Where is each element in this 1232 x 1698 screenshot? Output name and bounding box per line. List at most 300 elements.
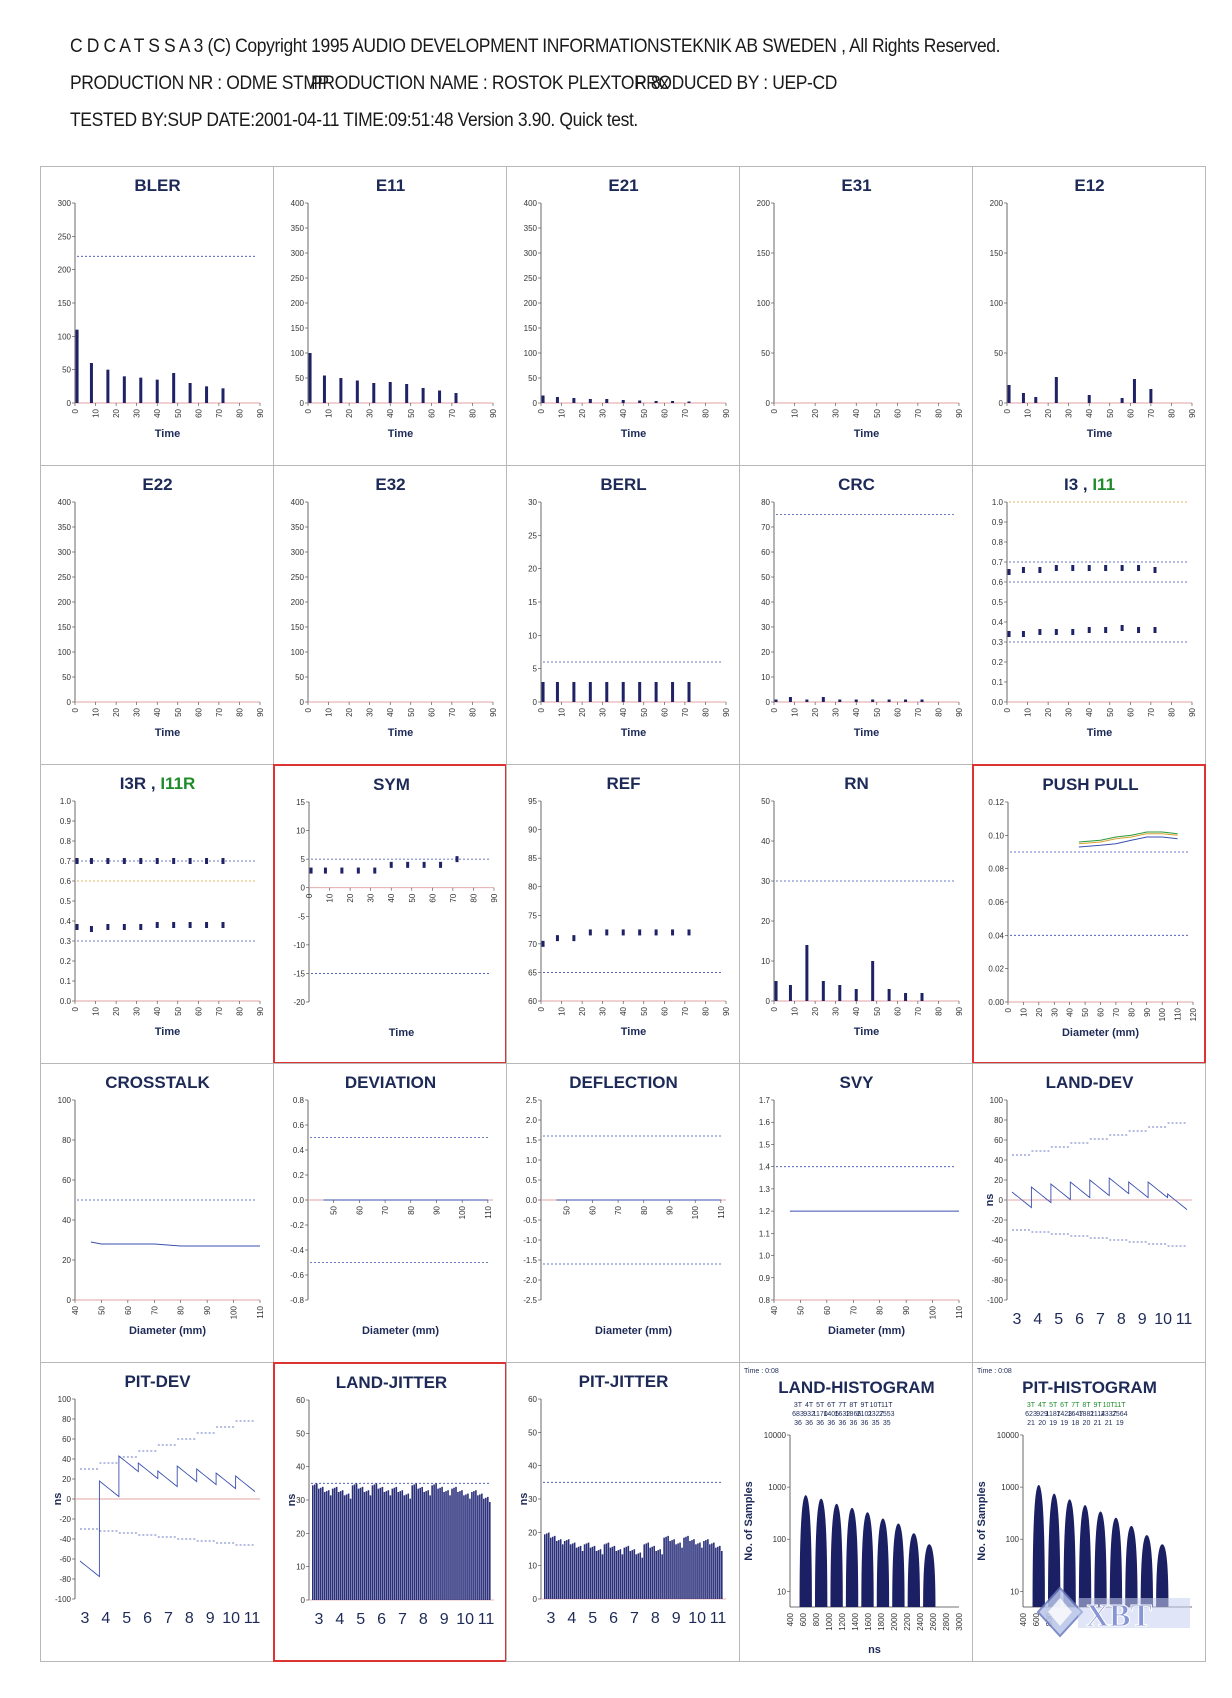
- x-tick-label: 10: [1154, 1311, 1173, 1328]
- x-axis-label: ns: [868, 1644, 881, 1656]
- bar: [489, 1502, 491, 1600]
- x-tick-label: 4: [1033, 1311, 1043, 1328]
- bar: [622, 682, 625, 702]
- chart-landjitter: [273, 1362, 507, 1662]
- x-tick-label: 70: [680, 708, 690, 717]
- t-value2: 20: [1038, 1420, 1046, 1427]
- x-tick-label: 110: [1173, 1008, 1183, 1021]
- y-tick-label: 200: [290, 598, 304, 607]
- x-tick-label: 90: [665, 1206, 675, 1215]
- x-tick-label: 90: [955, 1007, 964, 1016]
- bar: [376, 1484, 378, 1600]
- x-tick-label: 60: [1096, 1008, 1106, 1017]
- bar: [421, 1487, 423, 1600]
- bar: [374, 1484, 376, 1600]
- y-tick-label: 0.6: [59, 877, 71, 886]
- bar: [483, 1499, 485, 1600]
- chart-title: CROSSTALK: [105, 1073, 210, 1092]
- y-tick-label: 50: [62, 673, 71, 682]
- x-tick-label: 30: [598, 1007, 608, 1016]
- x-tick-label: 3000: [955, 1613, 964, 1631]
- x-tick-label: 70: [1111, 1008, 1121, 1017]
- y-tick-label: 100: [57, 1096, 71, 1105]
- y-tick-label: 200: [57, 598, 71, 607]
- y-tick-label: 150: [290, 623, 304, 632]
- data-point: [139, 858, 142, 864]
- x-tick-label: 90: [256, 409, 265, 418]
- x-tick-label: 60: [660, 1007, 670, 1016]
- y-tick-label: -2.0: [523, 1276, 537, 1285]
- data-point: [1137, 565, 1140, 571]
- x-tick-label: 10: [557, 1007, 567, 1016]
- x-axis-label: Time: [1086, 727, 1113, 739]
- data-line: [1079, 837, 1178, 847]
- x-tick-label: 40: [852, 708, 862, 717]
- x-tick-label: 60: [893, 1007, 903, 1016]
- x-tick-label: 0: [71, 708, 80, 713]
- x-tick-label: 60: [427, 708, 437, 717]
- data-point: [123, 858, 126, 864]
- x-tick-label: 10: [456, 1611, 475, 1628]
- x-tick-label: 2200: [903, 1613, 912, 1631]
- t-value2: 19: [1060, 1420, 1069, 1427]
- t-label: 3T: [1026, 1402, 1036, 1409]
- bar: [588, 1543, 590, 1599]
- bar: [582, 1551, 584, 1599]
- bar: [717, 1547, 719, 1599]
- t-value: 1405: [823, 1411, 840, 1418]
- y-tick-label: 1.0: [59, 797, 71, 806]
- y-tick-label: 100: [772, 1535, 786, 1545]
- bar: [398, 1492, 400, 1600]
- x-tick-label: 0: [770, 1007, 779, 1012]
- y-tick-label: -100: [986, 1296, 1003, 1305]
- bar: [775, 700, 778, 703]
- y-tick-label: 10: [777, 1587, 786, 1597]
- bar: [106, 370, 109, 403]
- bar: [655, 1551, 657, 1599]
- x-tick-label: 400: [1019, 1613, 1028, 1627]
- bar: [638, 682, 641, 702]
- y-tick-label: -0.5: [523, 1216, 537, 1225]
- bar: [550, 1538, 552, 1599]
- y-tick-label: 300: [57, 199, 71, 208]
- chart-e31: [739, 166, 973, 466]
- x-tick-label: 9: [1137, 1311, 1147, 1328]
- chart-svg-crosstalk: [41, 1064, 274, 1363]
- x-tick-label: 0: [770, 409, 779, 414]
- y-tick-label: 60: [62, 1435, 71, 1444]
- x-tick-label: 100: [229, 1306, 239, 1320]
- bar: [647, 1543, 649, 1599]
- x-tick-label: 90: [902, 1306, 912, 1315]
- y-tick-label: 0: [532, 399, 537, 408]
- bar: [685, 1537, 687, 1599]
- t-value: 2553: [878, 1411, 895, 1418]
- x-tick-label: 80: [701, 1007, 711, 1016]
- time-label: Time : 0:08: [744, 1368, 779, 1375]
- data-point: [76, 858, 79, 864]
- y-tick-label: 0.9: [59, 817, 71, 826]
- x-tick-label: 11: [477, 1611, 495, 1628]
- chart-title: SVY: [839, 1073, 874, 1092]
- bar: [667, 1536, 669, 1599]
- bar: [336, 1487, 338, 1600]
- x-tick-label: 30: [1064, 409, 1074, 418]
- bar: [362, 1487, 364, 1600]
- y-tick-label: 20: [994, 1176, 1003, 1185]
- bar: [1034, 397, 1037, 403]
- y-tick-label: 20: [761, 648, 770, 657]
- y-tick-label: 40: [62, 1455, 71, 1464]
- bar: [657, 1550, 659, 1599]
- y-tick-label: 100: [1005, 1535, 1019, 1545]
- t-label: 3T: [793, 1402, 803, 1409]
- bar: [630, 1551, 632, 1599]
- y-tick-label: -0.4: [290, 1246, 304, 1255]
- t-value2: 36: [827, 1420, 836, 1427]
- y-tick-label: 70: [528, 939, 537, 949]
- bar: [643, 1544, 645, 1599]
- y-tick-label: 50: [761, 573, 770, 582]
- data-point: [1008, 631, 1011, 637]
- x-tick-label: 5: [122, 1610, 132, 1627]
- x-tick-label: 10: [557, 409, 567, 418]
- x-tick-label: 20: [1044, 708, 1054, 717]
- bar: [422, 388, 425, 403]
- bar: [346, 1494, 348, 1600]
- bar: [222, 388, 225, 403]
- bar: [457, 1492, 459, 1600]
- x-tick-label: 0: [305, 893, 314, 899]
- bar: [635, 1554, 637, 1599]
- y-tick-label: 200: [523, 299, 537, 308]
- x-tick-label: 30: [831, 1007, 841, 1016]
- t-value2: 21: [1093, 1420, 1102, 1427]
- bar: [423, 1492, 425, 1600]
- bar: [189, 383, 192, 403]
- bar: [453, 1488, 455, 1600]
- t-label: 4T: [805, 1402, 814, 1409]
- bar: [384, 1492, 386, 1600]
- data-point: [189, 922, 192, 928]
- y-tick-label: 50: [761, 797, 770, 806]
- bar: [324, 1492, 326, 1600]
- x-axis-label: Diameter (mm): [128, 1325, 207, 1337]
- x-axis-label: Time: [387, 428, 414, 440]
- x-tick-label: 4: [567, 1610, 577, 1627]
- y-tick-label: 60: [296, 1396, 305, 1405]
- x-tick-label: 1800: [877, 1613, 886, 1631]
- data-point: [542, 941, 545, 947]
- y-tick-label: -1.5: [523, 1256, 537, 1265]
- x-tick-label: 70: [214, 708, 224, 717]
- t-label: 10T: [869, 1402, 882, 1409]
- bar: [669, 1541, 671, 1599]
- t-value: 2327: [867, 1411, 884, 1418]
- bar: [542, 396, 545, 404]
- y-tick-label: 75: [528, 911, 537, 921]
- y-tick-label: -2.5: [523, 1296, 537, 1305]
- y-tick-label: 250: [57, 232, 71, 242]
- bar: [1008, 385, 1011, 403]
- bar: [556, 682, 559, 702]
- y-tick-label: 40: [296, 1462, 305, 1472]
- y-tick-label: 150: [290, 324, 304, 333]
- x-tick-label: 8: [184, 1610, 194, 1627]
- x-axis-label: Time: [388, 1027, 415, 1039]
- x-tick-label: 40: [770, 1306, 779, 1315]
- x-tick-label: 50: [639, 409, 649, 418]
- data-line: [80, 1456, 255, 1577]
- y-tick-label: 1000: [1001, 1483, 1019, 1493]
- t-label: 8T: [849, 1402, 858, 1409]
- x-tick-label: 90: [489, 409, 498, 418]
- y-tick-label: 30: [528, 498, 537, 507]
- y-tick-label: 0.0: [991, 698, 1003, 707]
- y-tick-label: -20: [293, 998, 305, 1007]
- x-axis-label: Time: [387, 727, 414, 739]
- chart-title: I3R , I11R: [119, 774, 196, 793]
- bar: [653, 1546, 655, 1599]
- histogram-peak: [815, 1499, 827, 1607]
- x-tick-label: 2600: [929, 1613, 938, 1631]
- t-value: 2114: [1090, 1411, 1106, 1418]
- y-tick-label: 0.9: [991, 518, 1003, 527]
- chart-svg-sym: [275, 766, 508, 1065]
- x-tick-label: 0: [1004, 1008, 1013, 1013]
- y-tick-label: 0.9: [758, 1273, 770, 1283]
- data-point: [456, 856, 459, 862]
- x-axis-label: Diameter (mm): [361, 1325, 440, 1337]
- y-tick-label: 40: [994, 1156, 1003, 1165]
- y-tick-label: 0: [66, 1296, 71, 1305]
- y-tick-label: -15: [293, 969, 305, 979]
- data-point: [222, 858, 225, 864]
- bar: [707, 1539, 709, 1599]
- data-point: [1104, 565, 1107, 571]
- chart-title: LAND-HISTOGRAM: [778, 1378, 935, 1397]
- bar: [326, 1491, 328, 1600]
- chart-landdev: [972, 1063, 1206, 1363]
- bar: [459, 1491, 461, 1600]
- bar: [380, 1488, 382, 1600]
- bar: [467, 1494, 469, 1600]
- bar: [715, 1548, 717, 1599]
- x-tick-label: 20: [345, 409, 355, 418]
- x-tick-label: 3: [80, 1610, 90, 1627]
- data-point: [205, 922, 208, 928]
- bar: [719, 1546, 721, 1599]
- chart-title: REF: [606, 774, 641, 793]
- x-tick-label: 90: [722, 409, 731, 418]
- x-tick-label: 80: [235, 1007, 245, 1016]
- bar: [437, 1489, 439, 1600]
- time-label: Time : 0:08: [977, 1368, 1012, 1375]
- bar: [389, 382, 392, 403]
- x-tick-label: 50: [173, 1007, 183, 1016]
- chart-title: PIT-DEV: [124, 1372, 191, 1391]
- x-tick-label: 800: [812, 1613, 821, 1627]
- y-tick-label: 250: [57, 573, 71, 582]
- t-value2: 18: [1071, 1420, 1080, 1427]
- histogram-peak: [861, 1512, 873, 1607]
- bar: [441, 1487, 443, 1600]
- data-point: [340, 868, 343, 874]
- bar: [455, 1487, 457, 1600]
- y-tick-label: 50: [62, 365, 71, 375]
- x-tick-label: 0: [770, 708, 779, 713]
- bar: [560, 1539, 562, 1599]
- x-tick-label: 10: [790, 708, 800, 717]
- bar: [606, 1543, 608, 1599]
- data-point: [1022, 567, 1025, 573]
- histogram-peak: [830, 1504, 842, 1607]
- bar: [572, 1543, 574, 1599]
- data-point: [671, 929, 674, 935]
- bar: [805, 700, 808, 703]
- x-tick-label: 70: [680, 409, 690, 418]
- chart-title: PUSH PULL: [1042, 775, 1139, 794]
- y-axis-label: ns: [518, 1492, 530, 1506]
- y-tick-label: 60: [761, 548, 770, 557]
- bar: [479, 1494, 481, 1600]
- x-tick-label: 90: [432, 1206, 442, 1215]
- bar: [701, 1548, 703, 1599]
- x-tick-label: 50: [872, 708, 882, 717]
- x-tick-label: 9: [439, 1611, 449, 1628]
- chart-svg-deviation: [274, 1064, 507, 1363]
- x-tick-label: 70: [214, 409, 224, 418]
- x-tick-label: 9: [671, 1610, 681, 1627]
- y-tick-label: 350: [57, 523, 71, 532]
- t-value: 1170: [812, 1411, 828, 1418]
- y-tick-label: 0.4: [292, 1146, 304, 1155]
- bar: [469, 1499, 471, 1600]
- x-tick-label: 100: [691, 1206, 701, 1220]
- x-tick-label: 8: [650, 1610, 660, 1627]
- x-tick-label: 90: [955, 409, 964, 418]
- x-tick-label: 80: [875, 1306, 885, 1315]
- bar: [417, 1489, 419, 1600]
- bar: [721, 1551, 723, 1599]
- bar: [409, 1499, 411, 1600]
- x-tick-label: 10: [222, 1610, 241, 1627]
- bar: [687, 1536, 689, 1599]
- x-tick-label: 6: [609, 1610, 619, 1627]
- bar: [590, 1548, 592, 1599]
- x-tick-label: 80: [1167, 409, 1177, 418]
- chart-title: E21: [608, 176, 639, 195]
- x-tick-label: 70: [913, 708, 923, 717]
- bar: [427, 1490, 429, 1600]
- histogram-peak: [892, 1524, 904, 1607]
- x-tick-label: 20: [345, 708, 355, 717]
- x-tick-label: 10: [324, 708, 334, 717]
- y-tick-label: 60: [528, 1395, 537, 1404]
- bar: [566, 1540, 568, 1599]
- x-tick-label: 11: [243, 1610, 261, 1627]
- bar: [589, 399, 592, 403]
- x-tick-label: 40: [153, 1007, 163, 1016]
- y-tick-label: 90: [528, 825, 537, 835]
- chart-svg-e31: [740, 167, 973, 466]
- x-tick-label: 90: [722, 708, 731, 717]
- bar: [415, 1484, 417, 1600]
- y-tick-label: 0.04: [988, 931, 1004, 941]
- bar: [172, 373, 175, 403]
- x-tick-label: 80: [934, 409, 944, 418]
- x-tick-label: 10: [91, 1007, 101, 1016]
- x-tick-label: 80: [701, 708, 711, 717]
- x-tick-label: 110: [955, 1306, 964, 1319]
- xbt-logo: [1030, 1584, 1200, 1640]
- x-axis-label: Time: [1086, 428, 1113, 440]
- y-tick-label: 1.5: [758, 1140, 770, 1150]
- x-tick-label: 40: [387, 893, 397, 903]
- chart-i3r: [40, 764, 274, 1064]
- t-value2: 36: [849, 1420, 858, 1427]
- bar: [463, 1495, 465, 1600]
- x-tick-label: 50: [1105, 409, 1115, 418]
- y-tick-label: 10: [296, 1562, 305, 1572]
- x-tick-label: 90: [203, 1306, 213, 1315]
- bar: [439, 1488, 441, 1600]
- bar: [205, 386, 208, 403]
- x-tick-label: 70: [913, 1007, 923, 1016]
- x-tick-label: 5: [1054, 1311, 1064, 1328]
- y-tick-label: -60: [59, 1555, 71, 1564]
- bar: [655, 682, 658, 702]
- y-tick-label: 0.6: [991, 578, 1003, 587]
- y-tick-label: 150: [756, 249, 770, 258]
- bar: [411, 1485, 413, 1600]
- x-axis-label: Time: [853, 727, 880, 739]
- bar: [465, 1494, 467, 1600]
- bar: [596, 1551, 598, 1599]
- x-tick-label: 80: [1127, 1008, 1137, 1017]
- bar: [578, 1547, 580, 1599]
- chart-title: PIT-JITTER: [578, 1372, 669, 1391]
- y-tick-label: 10: [528, 631, 537, 641]
- data-point: [172, 858, 175, 864]
- t-value: 1647: [1067, 1411, 1084, 1418]
- chart-svg-e11: [274, 167, 507, 466]
- chart-svg-ref: [507, 765, 740, 1064]
- bar: [921, 700, 924, 703]
- x-tick-label: 80: [176, 1306, 186, 1315]
- y-tick-label: -20: [59, 1515, 71, 1524]
- chart-rn: [739, 764, 973, 1064]
- chart-title: BLER: [134, 176, 181, 195]
- bar: [445, 1491, 447, 1600]
- bar: [711, 1543, 713, 1599]
- chart-title: BERL: [600, 475, 647, 494]
- bar: [568, 1539, 570, 1599]
- y-tick-label: 0.3: [991, 638, 1003, 647]
- data-point: [605, 929, 608, 935]
- bar: [342, 1490, 344, 1600]
- bar: [614, 1546, 616, 1599]
- x-tick-label: 70: [447, 409, 457, 418]
- chart-title: SYM: [373, 775, 410, 794]
- bar: [407, 1494, 409, 1600]
- bar: [344, 1495, 346, 1600]
- chart-pitdev: [40, 1362, 274, 1662]
- bar: [564, 1541, 566, 1599]
- t-value2: 19: [1115, 1420, 1124, 1427]
- chart-pitjitter: [506, 1362, 740, 1662]
